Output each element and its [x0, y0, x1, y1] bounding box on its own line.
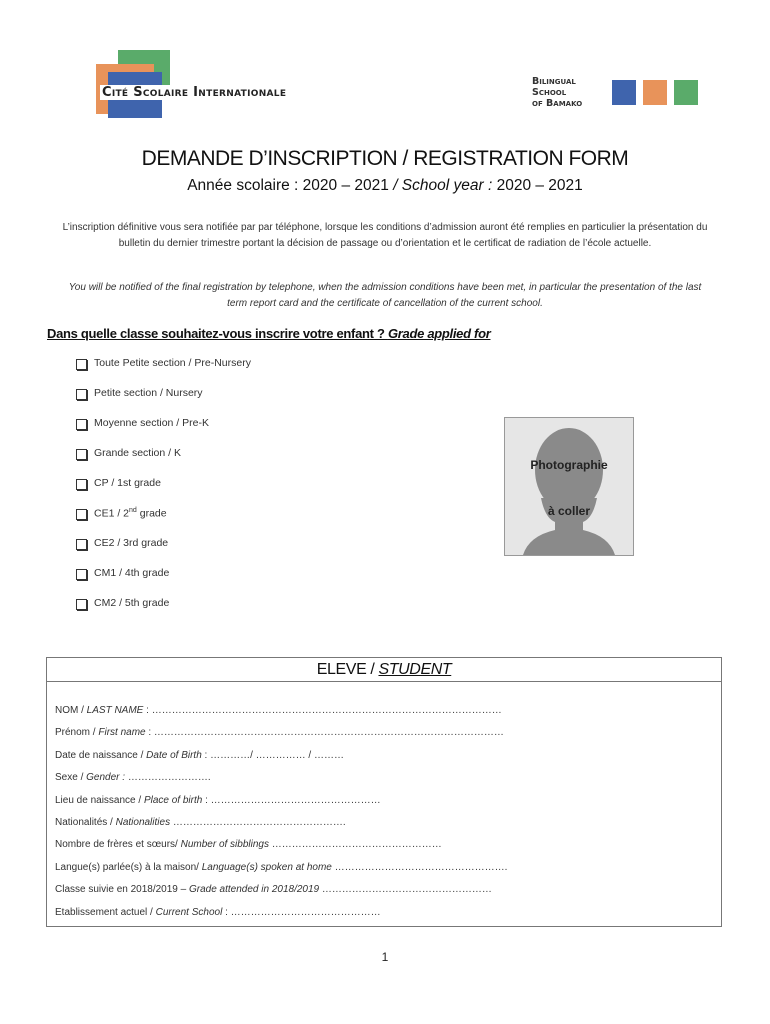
logo-square-green: [674, 80, 698, 105]
form-title: DEMANDE D’INSCRIPTION / REGISTRATION FORM: [141, 147, 629, 170]
grade-option[interactable]: Moyenne section / Pre-K: [76, 417, 456, 447]
field-current-school[interactable]: Etablissement actuel / Current School : ………………………………………: [55, 906, 381, 918]
student-section-title: ELEVE / STUDENT: [47, 658, 721, 682]
field-gender[interactable]: Sexe / Gender : …………………….: [55, 772, 211, 784]
cite-scolaire-logo: [96, 50, 326, 122]
checkbox-icon[interactable]: [76, 539, 87, 550]
logo-square-orange: [643, 80, 667, 105]
field-first-name[interactable]: Prénom / First name : ……………………………………………………………………………………………: [55, 727, 504, 739]
intro-french: L’inscription définitive vous sera notifiée par par téléphone, lorsque les conditions d’admission auront été remplies en particulier la présentation du bulletin du dernier trimestre portant la décision de passage ou d’orientation et le certificat de radiation de l’école actuelle.: [62, 222, 708, 249]
grade-option[interactable]: Petite section / Nursery: [76, 387, 456, 417]
student-section: [46, 657, 722, 927]
grade-option[interactable]: Toute Petite section / Pre-Nursery: [76, 357, 456, 387]
checkbox-icon[interactable]: [76, 359, 87, 370]
photo-label-2: à coller: [547, 504, 591, 518]
checkbox-icon[interactable]: [76, 509, 87, 520]
field-grade-attended[interactable]: Classe suivie en 2018/2019 – Grade attended in 2018/2019 ……………………………………………: [55, 884, 492, 896]
checkbox-icon[interactable]: [76, 569, 87, 580]
field-nationalities[interactable]: Nationalités / Nationalities …………………………………………….: [55, 816, 346, 828]
photo-placeholder: [504, 417, 634, 556]
field-siblings[interactable]: Nombre de frères et sœurs/ Number of sibblings ……………………………………………: [55, 839, 442, 851]
grade-question: Dans quelle classe souhaitez-vous inscrire votre enfant ? Grade applied for: [47, 326, 491, 341]
grade-option[interactable]: CP / 1st grade: [76, 477, 456, 507]
grade-option[interactable]: CM1 / 4th grade: [76, 567, 456, 597]
intro-english: You will be notified of the final registration by telephone, when the admission conditions have been met, in particular the presentation of the last term report card and the certificate of cancellation of the current school.: [68, 282, 702, 309]
page-number: 1: [381, 950, 389, 964]
grade-option[interactable]: CE1 / 2nd grade: [76, 507, 456, 537]
student-fields: [55, 705, 715, 929]
checkbox-icon[interactable]: [76, 419, 87, 430]
field-last-name[interactable]: NOM / LAST NAME : ……………………………………………………………………………………………: [55, 705, 502, 716]
checkbox-icon[interactable]: [76, 389, 87, 400]
checkbox-icon[interactable]: [76, 449, 87, 460]
grade-option[interactable]: CM2 / 5th grade: [76, 597, 456, 627]
bilingual-school-logo: [532, 76, 702, 110]
silhouette-icon: [505, 418, 633, 555]
logo-text: Bilingual School of Bamako: [532, 76, 583, 109]
grade-option[interactable]: CE2 / 3rd grade: [76, 537, 456, 567]
logo-square-blue: [612, 80, 636, 105]
school-year: Année scolaire : 2020 – 2021 / School year : 2020 – 2021: [187, 177, 583, 194]
field-home-language[interactable]: Langue(s) parlée(s) à la maison/ Language(s) spoken at home …………………………………………….: [55, 861, 508, 873]
field-date-of-birth[interactable]: Date de naissance / Date of Birth : …………/ …………… / ………: [55, 749, 344, 761]
logo-name: Cité Scolaire Internationale: [102, 85, 287, 100]
photo-label: Photographie: [530, 458, 608, 472]
field-place-of-birth[interactable]: Lieu de naissance / Place of birth : ……………………………………………: [55, 794, 381, 806]
checkbox-icon[interactable]: [76, 599, 87, 610]
checkbox-icon[interactable]: [76, 479, 87, 490]
grade-options: [76, 357, 456, 627]
grade-option[interactable]: Grande section / K: [76, 447, 456, 477]
